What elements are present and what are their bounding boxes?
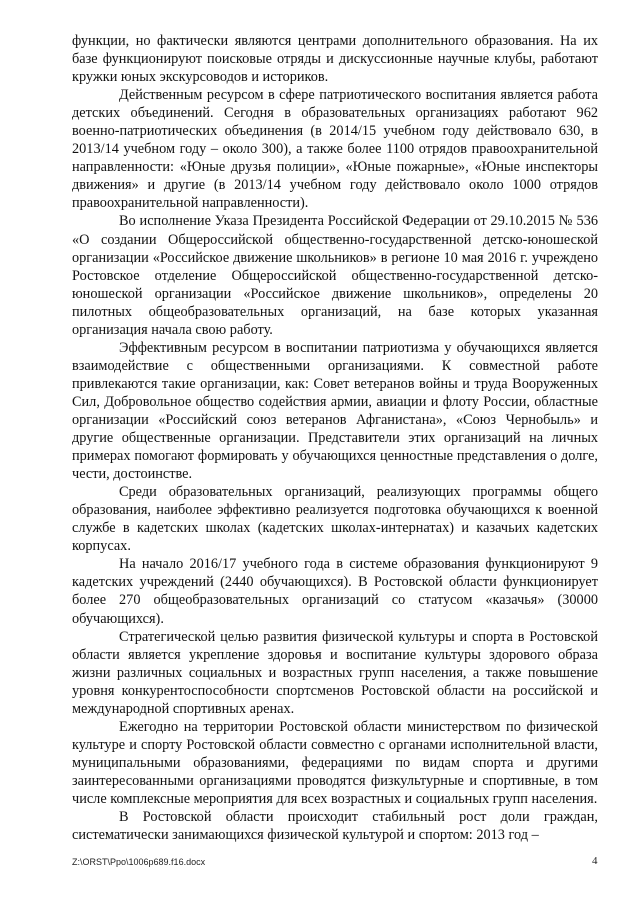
paragraph-sports-events: Ежегодно на территории Ростовской области министерством по физической культуре и спорту Ростовской области совместно с органами исполнительной власти, муниципальными образованиями, федерациями по видам спорта и другими заинтересованными организациями проводятся физкультурные и спортивные, в том числе комплексные мероприятия для всех возрастных и социальных групп населения. [72,718,598,807]
paragraph-public-organizations: Эффективным ресурсом в воспитании патриотизма у обучающихся является взаимодействие с общественными организациями. К совместной работе привлекаются такие организации, как: Совет ветеранов войны и труда Вооруженных Сил, Добровольное общество содействия армии, авиации и флоту России, областные организации «Российский союз ветеранов Афганистана», «Союз Чернобыль» и другие общественные организации. Представители этих организаций на личных примерах помогают формировать у обучающихся ценностные представления о долге, чести, достоинстве. [72,339,598,483]
paragraph-cadet-schools: Среди образовательных организаций, реализующих программы общего образования, наиболее эффективно реализуется подготовка обучающихся к военной службе в кадетских школах (кадетских школах-интернатах) и казачьих кадетских корпусах. [72,484,598,555]
paragraph-presidential-decree: Во исполнение Указа Президента Российской Федерации от 29.10.2015 № 536 «О создании Общероссийской общественно-государственной детско-юношеской организации «Российское движение школьников» в регионе 10 мая 2016 г. учреждено Ростовское отделение Общероссийской общественно-государственной детско-юношеской организации «Российское движение школьников», определены 20 пилотных общеобразовательных организаций, на базе которых указанная организация начала свою работу. [72,213,598,338]
footer-file-path: Z:\ORST\Ppo\1006p689.f16.docx [72,857,206,867]
paragraph-sports-strategy: Стратегической целью развития физической культуры и спорта в Ростовской области является укрепление здоровья и воспитание культуры здорового образа жизни различных социальных и возрастных групп населения, а также повышение уровня конкурентоспособности спортсменов Ростовской области на российской и международной спортивных аренах. [72,628,598,717]
document-body [72,32,598,844]
paragraph-sports-growth: В Ростовской области происходит стабильный рост доли граждан, систематически занимающихся физической культурой и спортом: 2013 год – [72,809,598,844]
page-number: 4 [592,855,598,867]
paragraph-children-associations: Действенным ресурсом в сфере патриотического воспитания является работа детских объединений. Сегодня в образовательных организациях работают 962 военно-патриотических объединения (в 2014/15 учебном году действовало 630, в 2013/14 учебном году – около 300), а также более 1100 отрядов правоохранительной направленности: «Юные друзья полиции», «Юные пожарные», «Юные инспекторы движения» и другие (в 2013/14 учебном году действовало около 1000 отрядов правоохранительной направленности). [72,87,598,212]
paragraph-continuation: функции, но фактически являются центрами дополнительного образования. На их базе функционируют поисковые отряды и дискуссионные научные клубы, работают кружки юных экскурсоводов и историков. [72,33,598,86]
paragraph-cadet-institutions: На начало 2016/17 учебного года в системе образования функционируют 9 кадетских учреждений (2440 обучающихся). В Ростовской области функционирует более 270 общеобразовательных организаций со статусом «казачья» (30000 обучающихся). [72,556,598,627]
